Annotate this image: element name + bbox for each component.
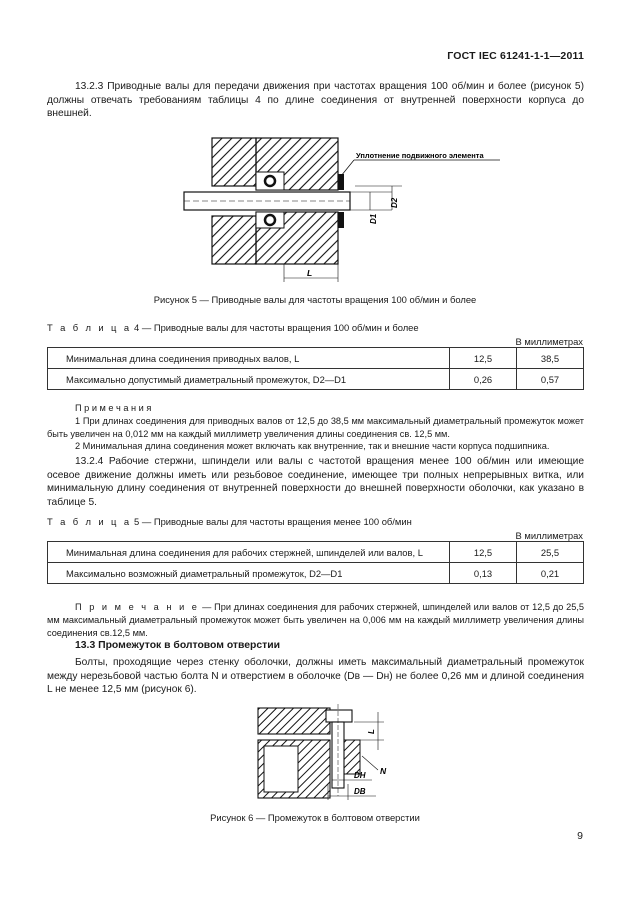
housing-lower-left xyxy=(212,216,256,264)
figure-5-drive-shaft-diagram xyxy=(170,130,520,290)
bearing-ball-upper xyxy=(265,176,275,186)
dim-db-label: DВ xyxy=(354,787,366,796)
notes-table-4 xyxy=(47,402,584,453)
table-4 xyxy=(47,347,584,390)
seal-label: Уплотнение подвижного элемента xyxy=(356,151,484,160)
note-table-5: П р и м е ч а н и е — При длинах соединения для рабочих стержней, шпинделей или валов от 12,5 до 25,5 мм максимальный диаметральный промежуток может быть увеличен на 0,006 мм на каждый миллиметр увеличения длины соединения св.12,5 мм. xyxy=(47,602,584,638)
figure-6-bolt-hole-diagram xyxy=(250,700,410,808)
dim-l-label: L xyxy=(367,729,376,734)
table-5-caption: Т а б л и ц а 5 — Приводные валы для частоты вращения менее 100 об/мин xyxy=(47,516,412,527)
enclosure-cover xyxy=(258,708,330,734)
table-4-unit: В миллиметрах xyxy=(515,336,583,347)
table-row: Максимально допустимый диаметральный промежуток, D2—D1 0,26 0,57 xyxy=(48,369,584,390)
section-13-3-heading: 13.3 Промежуток в болтовом отверстии xyxy=(75,640,281,651)
housing-upper-left xyxy=(212,138,256,186)
dim-dh-label: DН xyxy=(354,771,366,780)
table-5 xyxy=(47,541,584,584)
document-header: ГОСТ IEC 61241-1-1—2011 xyxy=(447,50,584,62)
label-n: N xyxy=(380,766,387,776)
table-row: Минимальная длина соединения для рабочих стержней, шпинделей или валов, L 12,5 25,5 xyxy=(48,542,584,563)
table-4-caption: Т а б л и ц а 4 — Приводные валы для частоты вращения 100 об/мин и более xyxy=(47,322,419,333)
section-13-3-text: Болты, проходящие через стенку оболочки, должны иметь максимальный диаметральный промежуток между нерезьбовой частью болта N и отверстием в оболочке (Dв — Dн) не более 0,26 мм и длиной соединения L не менее 12,5 мм (рисунок 6). xyxy=(47,657,584,696)
notes-title: П р и м е ч а н и я xyxy=(75,403,152,413)
paragraph-13-2-4: 13.2.4 Рабочие стержни, шпиндели или валы с частотой вращения менее 100 об/мин или имеющие осевое движение должны иметь или резьбовое соединение, имеющее три полных непрерывных витка, или минимальную длину соединения от внутренней поверхности до внешней поверхности оболочки, как указано в таблице 5. xyxy=(47,456,584,508)
table-row: Минимальная длина соединения приводных валов, L 12,5 38,5 xyxy=(48,348,584,369)
dim-d2-label: D2 xyxy=(390,197,399,208)
table-row: Максимально возможный диаметральный промежуток, D2—D1 0,13 0,21 xyxy=(48,563,584,584)
note-2: 2 Минимальная длина соединения может включать как внутренние, так и внешние части корпуса подшипника. xyxy=(75,441,550,452)
seal-lower xyxy=(338,212,344,228)
seal-upper xyxy=(338,174,344,190)
bearing-ball-lower xyxy=(265,215,275,225)
dim-l-label: L xyxy=(307,268,313,278)
table-5-unit: В миллиметрах xyxy=(515,530,583,541)
dim-d1-label: D1 xyxy=(369,213,378,224)
figure-5-caption: Рисунок 5 — Приводные валы для частоты вращения 100 об/мин и более xyxy=(153,294,477,305)
page-number: 9 xyxy=(577,830,583,842)
note-1: 1 При длинах соединения для приводных валов от 12,5 до 38,5 мм максимальный диаметральный промежуток может быть увеличен на 0,012 мм на каждый миллиметр увеличения длины соединения св. 12,5 мм. xyxy=(47,415,584,439)
paragraph-13-2-3: 13.2.3 Приводные валы для передачи движения при частотах вращения 100 об/мин и более (рисунок 5) должны отвечать требованиям таблицы 4 по длине соединения от внутренней поверхности корпуса до внешней. xyxy=(47,81,584,120)
bolt-head xyxy=(326,710,352,722)
figure-6-caption: Рисунок 6 — Промежуток в болтовом отверстии xyxy=(210,812,420,823)
